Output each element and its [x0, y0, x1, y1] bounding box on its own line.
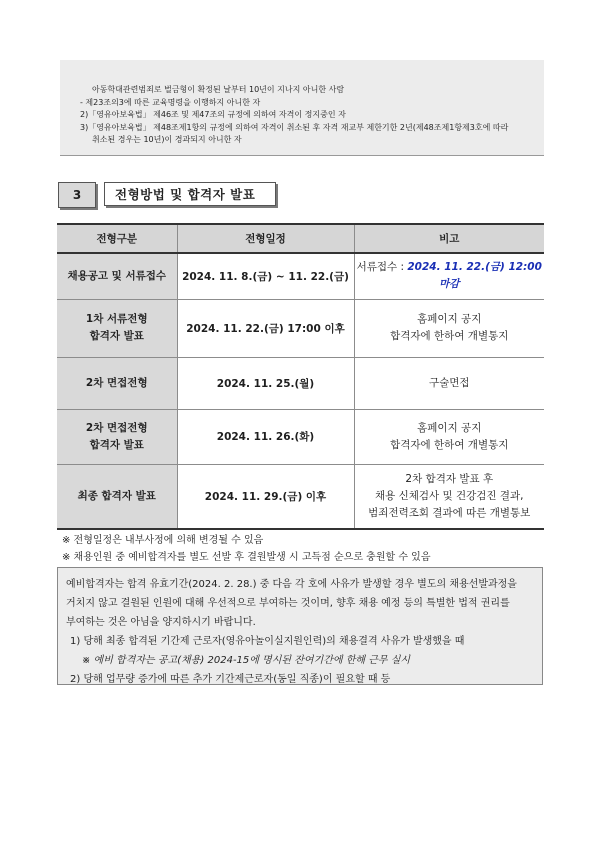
- note-cell: 구술면접: [354, 357, 544, 409]
- excerpt-line: 아동학대관련범죄로 벌금형이 확정된 날부터 10년이 지나지 아니한 사람: [92, 85, 345, 94]
- note-cell: 홈페이지 공지 합격자에 한하여 개별통지: [354, 409, 544, 464]
- date-cell: 2024. 11. 8.(금) ~ 11. 22.(금): [177, 253, 354, 299]
- schedule-table: [57, 223, 544, 530]
- header-stage: 전형구분: [57, 224, 177, 253]
- stage-cell: 2차 면접전형: [57, 357, 177, 409]
- section-number: 3: [58, 182, 96, 208]
- stage-cell: 2차 면접전형 합격자 발표: [57, 409, 177, 464]
- info-line: 예비합격자는 합격 유효기간(2024. 2. 28.) 중 다음 각 호에 사유가 발생할 경우 별도의 채용선발과정을: [66, 579, 517, 590]
- date-cell: 2024. 11. 25.(월): [177, 357, 354, 409]
- table-row: [57, 299, 544, 357]
- excerpt-line: 2)「영유아보육법」 제46조 및 제47조의 규정에 의하여 자격이 정지중인 자: [80, 110, 346, 119]
- note-prefix: 서류접수 :: [356, 261, 408, 274]
- note-line: ※ 전형일정은 내부사정에 의해 변경될 수 있음: [62, 535, 264, 546]
- note-cell: 2차 합격자 발표 후 채용 신체검사 및 건강검진 결과, 범죄전력조회 결과에 따른 개별통보: [354, 464, 544, 529]
- eligibility-excerpt-box: [60, 60, 544, 156]
- reserve-candidate-info-box: [57, 567, 543, 685]
- note-cell: [354, 253, 544, 299]
- table-row: [57, 409, 544, 464]
- table-row: [57, 357, 544, 409]
- stage-cell: 1차 서류전형 합격자 발표: [57, 299, 177, 357]
- date-cell: 2024. 11. 29.(금) 이후: [177, 464, 354, 529]
- info-line: 거치지 않고 결원된 인원에 대해 우선적으로 부여하는 것이며, 향후 채용 예정 등의 특별한 법적 권리를: [66, 598, 510, 609]
- excerpt-line: 3)「영유아보육법」 제48조제1항의 규정에 의하여 자격이 취소된 후 자격 재교부 제한기한 2년(제48조제1항제3호에 따라: [80, 122, 509, 132]
- header-note: 비고: [354, 224, 544, 253]
- info-line: ※ 예비 합격자는 공고(채용) 2024-15에 명시된 잔여기간에 한해 근무 실시: [82, 655, 411, 666]
- info-line: 1) 당해 최종 합격된 기간제 근로자(영유아놀이실지원인력)의 채용결격 사유가 발생했을 때: [70, 636, 465, 647]
- date-cell: 2024. 11. 26.(화): [177, 409, 354, 464]
- stage-cell: 채용공고 및 서류접수: [57, 253, 177, 299]
- excerpt-line: - 제23조의3에 따른 교육명령을 이행하지 아니한 자: [80, 97, 261, 107]
- deadline-highlight: 2024. 11. 22.(금) 12:00 마감: [407, 261, 542, 291]
- date-cell: 2024. 11. 22.(금) 17:00 이후: [177, 299, 354, 357]
- table-row: [57, 253, 544, 299]
- note-cell: 홈페이지 공지 합격자에 한하여 개별통지: [354, 299, 544, 357]
- note-line: ※ 채용인원 중 예비합격자를 별도 선발 후 결원발생 시 고득점 순으로 충원할 수 있음: [62, 552, 431, 563]
- table-header-row: [57, 224, 544, 253]
- header-schedule: 전형일정: [177, 224, 354, 253]
- stage-cell: 최종 합격자 발표: [57, 464, 177, 529]
- schedule-notes: [62, 532, 430, 566]
- info-line: 2) 당해 업무량 증가에 따른 추가 기간제근로자(동일 직종)이 필요할 때 등: [70, 674, 391, 685]
- excerpt-line: 취소된 경우는 10년)이 경과되지 아니한 자: [92, 135, 242, 144]
- info-line: 부여하는 것은 아님을 양지하시기 바랍니다.: [66, 617, 256, 628]
- table-row: [57, 464, 544, 529]
- section-title: 전형방법 및 합격자 발표: [104, 182, 276, 206]
